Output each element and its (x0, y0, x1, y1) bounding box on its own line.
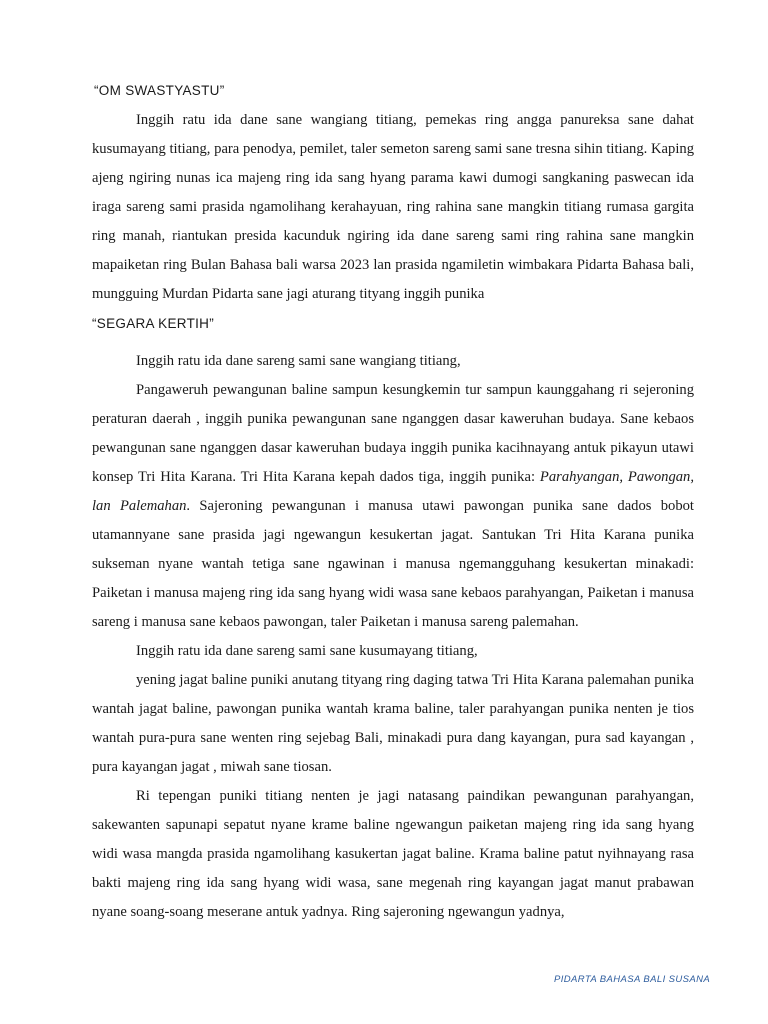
paragraph-tri-hita-karana-text: Pangaweruh pewangunan baline sampun kesungkemin tur sampun kaunggahang ri sejeroning peraturan daerah , inggih punika pewangunan sane nganggen dasar kaweruhan budaya. Sane kebaos pewangunan sane nganggen dasar kaweruhan budaya inggih punika kacihnayang antuk pikayun utawi konsep Tri Hita Karana. Tri Hita Karana kepah dados tiga, inggih punika: (92, 382, 694, 485)
paragraph-jagat-bali: yening jagat baline puniki anutang tityang ring daging tatwa Tri Hita Karana palemahan punika wantah jagat baline, pawongan punika wantah krama baline, taler parahyangan punika nenten je tios wantah pura-pura sane wenten ring sejebag Bali, minakadi pura dang kayangan, pura sad kayangan , pura kayangan jagat , miwah sane tiosan. (92, 672, 694, 775)
paragraph-address-2: Inggih ratu ida dane sareng sami sane kusumayang titiang, (136, 643, 478, 659)
paragraph-opening (92, 106, 694, 338)
italic-concepts: Parahyangan, Pawongan, lan Palemahan (92, 469, 694, 514)
footer-label: PIDARTA BAHASA BALI SUSANA (554, 974, 711, 985)
greeting-heading: “OM SWASTYASTU” (94, 83, 225, 98)
paragraph-tri-hita-karana (92, 376, 694, 637)
speech-title: “SEGARA KERTIH” (92, 316, 215, 331)
paragraph-address-1: Inggih ratu ida dane sareng sami sane wangiang titiang, (136, 353, 461, 369)
paragraph-tri-hita-karana-rest: . Sajeroning pewangunan i manusa utawi pawongan punika sane dados bobot utamannyane sane prasida jagi ngewangun kesukertan jagat. Santukan Tri Hita Karana punika sukseman nyane wantah tetiga sane ngawinan i manusa ngemangguhang kesukertan minakadi: Paiketan i manusa majeng ring ida sang hyang widi wasa sane kebaos parahyangan, Paiketan i manusa sareng i manusa sane kebaos pawongan, taler Paiketan i manusa sareng palemahan. (92, 498, 694, 630)
paragraph-opening-text: Inggih ratu ida dane sane wangiang titiang, pemekas ring angga panureksa sane dahat kusumayang titiang, para penodya, pemilet, taler semeton sareng sami sane tresna sihin titiang. Kaping ajeng ngiring nunas ica majeng ring ida sang hyang parama kawi dumogi sangkaning paswecan ida iraga sareng sami prasida ngamolihang kerahayuan, ring rahina sane mangkin titiang rumasa gargita ring manah, riantukan presida kacunduk ngiring ida dane sareng sami ring rahina sane mangkin mapaiketan ring Bulan Bahasa bali warsa 2023 lan prasida ngamiletin wimbakara Pidarta Bahasa bali, mungguing Murdan Pidarta sane jagi aturang tityang inggih punika (92, 112, 694, 302)
paragraph-parahyangan: Ri tepengan puniki titiang nenten je jagi natasang paindikan pewangunan parahyangan, sakewanten sapunapi sepatut nyane krame baline ngewangun paiketan majeng ring ida sang hyang widi wasa mangda prasida ngamolihang kasukertan jagat baline. Krama baline patut nyihnayang rasa bakti majeng ring ida sang hyang widi wasa, sane megenah ring kayangan jagat manut prabawan nyane soang-soang meserane antuk yadnya. Ring sajeroning ngewangun yadnya, (92, 788, 694, 920)
document-body (92, 76, 694, 927)
